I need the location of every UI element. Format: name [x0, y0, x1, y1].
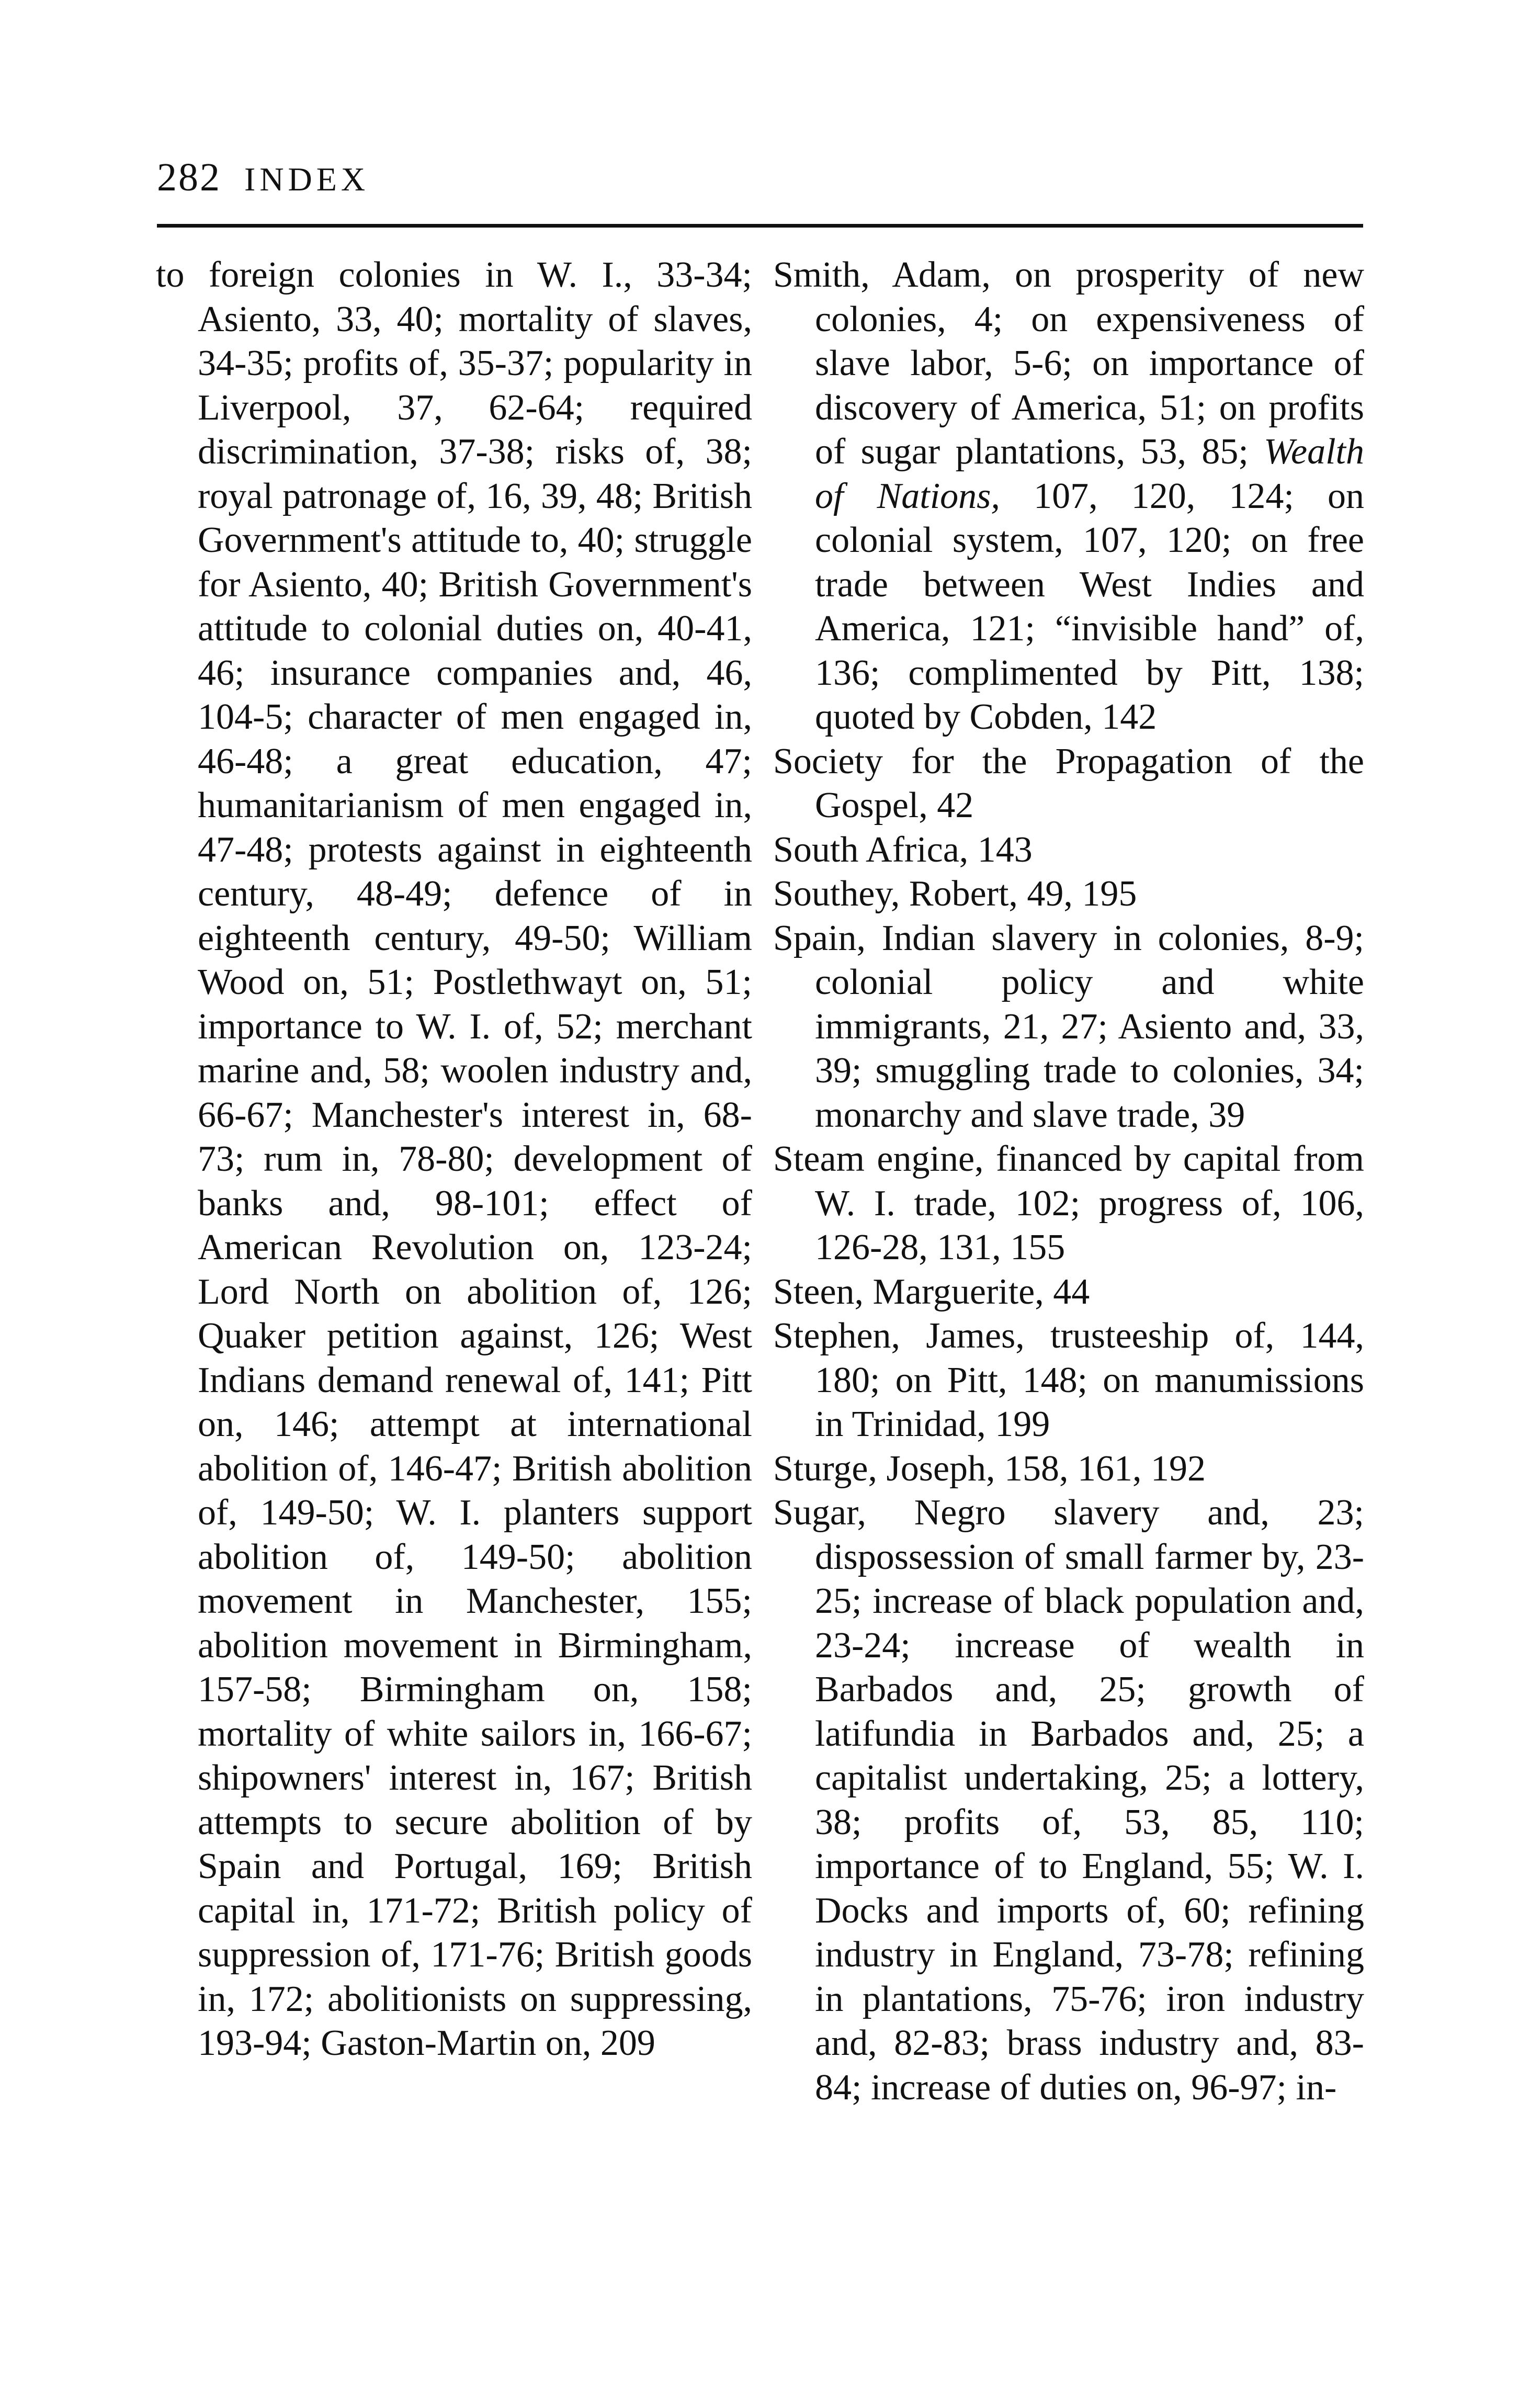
header-rule	[157, 224, 1363, 228]
index-entry: Society for the Propagation of the Gospel, 42	[773, 741, 1364, 826]
index-entry: Stephen, James, trusteeship of, 144, 180; on Pitt, 148; on manumissions in Trinidad, 199	[773, 1316, 1364, 1444]
index-entry: Sugar, Negro slavery and, 23; dispossession of small farmer by, 23-25; increase of black population and, 23-24; increase of wealth in Barbados and, 25; growth of latifundia in Barbados and, 25; a capitalist undertaking, 25; a lottery, 38; profits of, 53, 85, 110; importance of to England, 55; W. I. Docks and imports of, 60; refining industry in England, 73-78; refining in plantations, 75-76; iron industry and, 82-83; brass industry and, 83-84; increase of duties on, 96-97; in-	[773, 1493, 1364, 2108]
page-header	[157, 155, 369, 207]
index-column-right	[773, 253, 1364, 2110]
book-title: Wealth of Nations,	[815, 432, 1365, 516]
index-entry-continued: to foreign colonies in W. I., 33-34; Asiento, 33, 40; mortality of slaves, 34-35; profits of, 35-37; popularity in Liverpool, 37, 62-64; required discrimination, 37-38; risks of, 38; royal patronage of, 16, 39, 48; British Government's attitude to, 40; struggle for Asiento, 40; British Government's attitude to colonial duties on, 40-41, 46; insurance companies and, 46, 104-5; character of men engaged in, 46-48; a great education, 47; humanitarianism of men engaged in, 47-48; protests against in eighteenth century, 48-49; defence of in eighteenth century, 49-50; William Wood on, 51; Postlethwayt on, 51; importance to W. I. of, 52; merchant marine and, 58; woolen industry and, 66-67; Manchester's interest in, 68-73; rum in, 78-80; development of banks and, 98-101; effect of American Revolution on, 123-24; Lord North on abolition of, 126; Quaker petition against, 126; West Indians demand renewal of, 141; Pitt on, 146; attempt at international abolition of, 146-47; British abolition of, 149-50; W. I. planters support abolition of, 149-50; abolition movement in Manchester, 155; abolition movement in Birmingham, 157-58; Birmingham on, 158; mortality of white sailors in, 166-67; shipowners' interest in, 167; British attempts to secure abolition of by Spain and Portugal, 169; British capital in, 171-72; British policy of suppression of, 171-76; British goods in, 172; abolitionists on suppressing, 193-94; Gaston-Martin on, 209	[156, 255, 752, 2063]
index-entry: Sturge, Joseph, 158, 161, 192	[773, 1448, 1206, 1489]
entry-text: Smith, Adam, on prosperity of new colonies, 4; on expensiveness of slave labor, 5-6; on importance of discovery of America, 51; on profits of sugar plantations, 53, 85;	[773, 255, 1364, 472]
page-number: 282	[157, 155, 221, 199]
index-entry-smith-adam	[773, 253, 1364, 740]
entry-text: 107, 120, 124; on colonial system, 107, 120; on free trade between West Indies and America, 121; “invisible hand” of, 136; complimented by Pitt, 138; quoted by Cobden, 142	[815, 476, 1365, 737]
index-entry: Spain, Indian slavery in colonies, 8-9; colonial policy and white immigrants, 21, 27; Asiento and, 33, 39; smuggling trade to colonies, 34; monarchy and slave trade, 39	[773, 918, 1364, 1135]
running-head: INDEX	[244, 161, 370, 198]
index-entry: Southey, Robert, 49, 195	[773, 874, 1137, 914]
index-entry: South Africa, 143	[773, 829, 1033, 870]
index-entry: Steen, Marguerite, 44	[773, 1271, 1090, 1312]
index-entry: Steam engine, financed by capital from W. I. trade, 102; progress of, 106, 126-28, 131, 155	[773, 1139, 1364, 1268]
index-column-left	[156, 253, 752, 2066]
